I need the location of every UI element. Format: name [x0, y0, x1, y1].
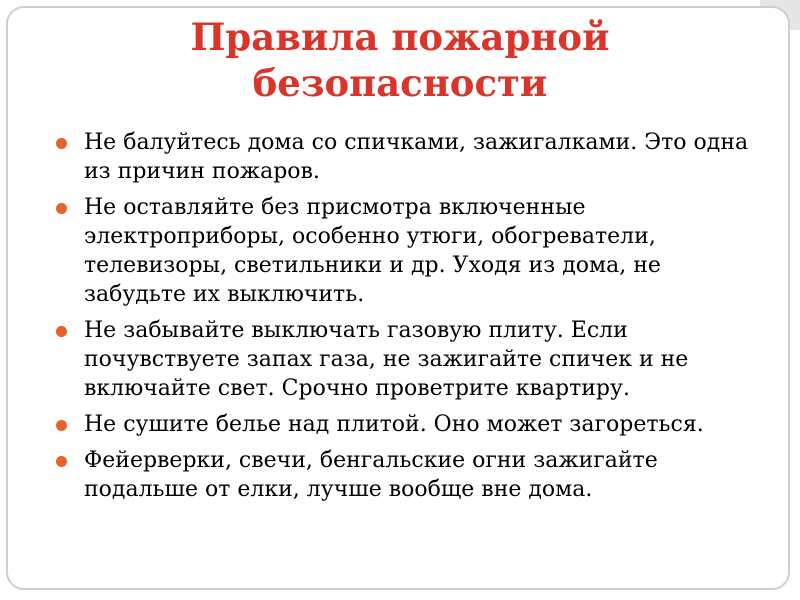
slide-title-line-2: безопасности — [252, 61, 548, 105]
list-item-text: Не сушите белье над плитой. Оно может загореться. — [84, 412, 704, 437]
list-item — [54, 128, 754, 186]
bullet-dot-icon — [56, 138, 67, 149]
bullet-dot-icon — [56, 203, 67, 214]
list-item — [54, 446, 754, 504]
bullet-dot-icon — [56, 326, 67, 337]
slide-title-line-1: Правила пожарной — [190, 15, 610, 59]
rules-list — [54, 128, 754, 511]
list-item-text: Фейерверки, свечи, бенгальские огни зажигайте подальше от елки, лучше вообще вне дома. — [84, 448, 658, 502]
bullet-dot-icon — [56, 456, 67, 467]
list-item-text: Не забывайте выключать газовую плиту. Если почувствуете запах газа, не зажигайте спичек и не включайте свет. Срочно проветрите квартиру. — [84, 318, 689, 401]
bullet-dot-icon — [56, 420, 67, 431]
list-item-text: Не оставляйте без присмотра включенные электроприборы, особенно утюги, обогреватели, телевизоры, светильники и др. Уходя из дома, не забудьте их выключить. — [84, 195, 661, 307]
list-item — [54, 316, 754, 403]
slide-title — [0, 14, 800, 106]
list-item-text: Не балуйтесь дома со спичками, зажигалками. Это одна из причин пожаров. — [84, 130, 749, 184]
list-item — [54, 410, 754, 439]
list-item — [54, 193, 754, 309]
